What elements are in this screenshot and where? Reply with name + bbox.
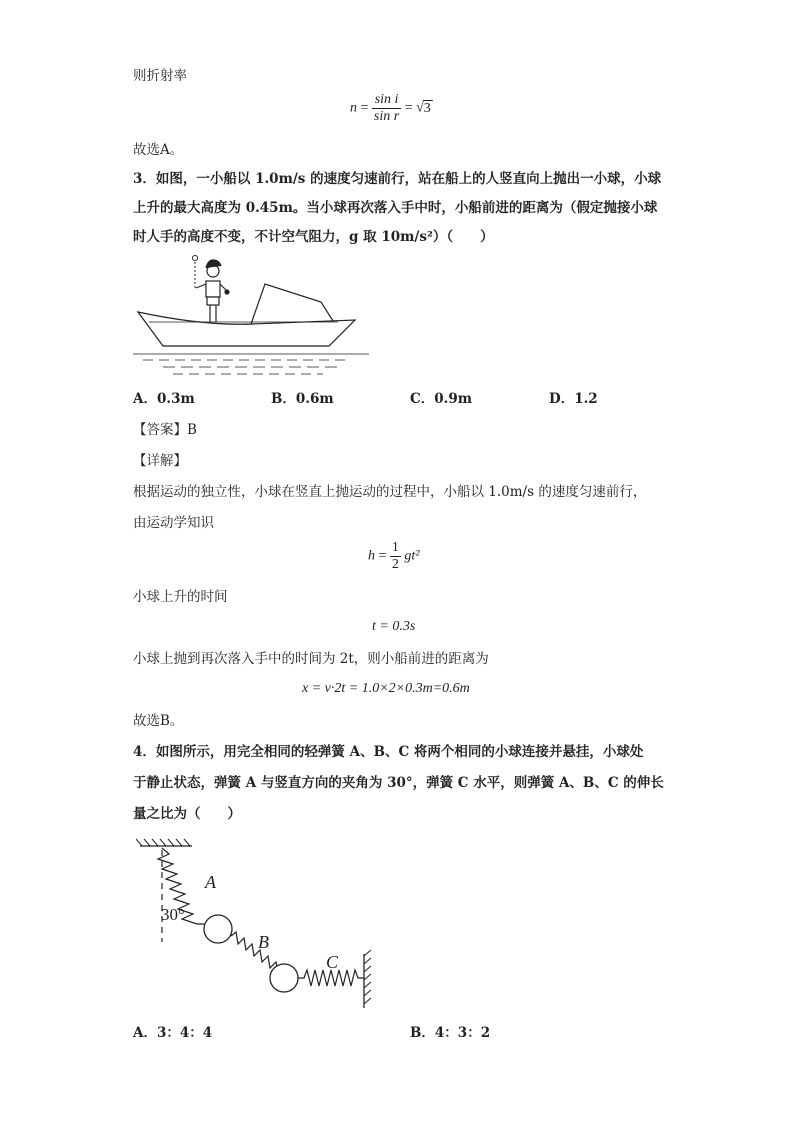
eq-equals: =	[360, 100, 369, 116]
q3-answer: 【答案】B	[133, 422, 197, 438]
eq1-numerator: 1	[391, 540, 399, 555]
q3-solution-line-4: 小球上抛到再次落入手中的时间为 2t，则小船前进的距离为	[133, 651, 489, 667]
ball-icon	[193, 256, 198, 261]
person-icon	[196, 260, 229, 322]
time-equation: t = 0.3s	[372, 619, 416, 634]
eq-fraction	[372, 92, 401, 125]
sqrt-argument: 3	[423, 100, 431, 116]
q3-option-c[interactable]: C．0.9m	[410, 391, 473, 407]
boat-figure	[133, 254, 373, 378]
spring-b	[231, 932, 278, 972]
q3-solution-line-2: 由运动学知识	[133, 515, 214, 531]
prev-intro-text: 则折射率	[133, 68, 187, 84]
q4-stem-line-3: 量之比为（ ）	[133, 806, 241, 822]
eq-lhs: n	[350, 100, 357, 116]
label-spring-b: B	[258, 932, 269, 952]
eq1-lhs: h	[368, 548, 375, 564]
wall-hatch	[364, 950, 371, 1004]
boat-cabin	[251, 284, 335, 324]
label-angle: 30°	[161, 905, 185, 924]
q4-stem-line-2: 于静止状态，弹簧 A 与竖直方向的夹角为 30°，弹簧 C 水平，则弹簧 A、B、C 的伸长	[133, 775, 664, 791]
eq1-equals: =	[378, 548, 387, 564]
q3-option-a[interactable]: A．0.3m	[133, 391, 195, 407]
q3-detail-label: 【详解】	[133, 453, 187, 469]
prev-conclusion: 故选A。	[133, 142, 184, 158]
eq1-rest: gt²	[404, 548, 420, 564]
q4-stem-line-1: 4．如图所示，用完全相同的轻弹簧 A、B、C 将两个相同的小球连接并悬挂，小球处	[133, 744, 644, 760]
distance-equation: x = v·2t = 1.0×2×0.3m=0.6m	[302, 681, 470, 696]
spring-c	[298, 970, 364, 986]
q3-stem-line-3: 时人手的高度不变，不计空气阻力，g 取 10m/s²）（ ）	[133, 229, 494, 245]
eq-denominator: sin r	[373, 109, 400, 124]
q3-stem-line-1: 3．如图，一小船以 1.0m/s 的速度匀速前行，站在船上的人竖直向上抛出一小球，小球	[133, 171, 662, 187]
eq1-denominator: 2	[391, 557, 399, 572]
q3-conclusion: 故选B。	[133, 713, 184, 729]
ceiling-hatch	[136, 839, 190, 846]
q3-stem-line-2: 上升的最大高度为 0.45m。当小球再次落入手中时，小船前进的距离为（假定抛接小球	[133, 200, 658, 216]
eq-numerator: sin i	[372, 92, 401, 109]
sqrt-sign: √	[416, 100, 424, 116]
label-spring-c: C	[326, 952, 339, 972]
eq-equals-2: =	[404, 100, 413, 116]
q3-option-b[interactable]: B．0.6m	[271, 391, 334, 407]
eq1-fraction	[390, 540, 401, 573]
ball-1	[204, 915, 232, 943]
q3-solution-line-3: 小球上升的时间	[133, 589, 228, 605]
kinematics-equation	[368, 540, 420, 573]
q4-option-b[interactable]: B．4：3：2	[410, 1025, 491, 1041]
q4-option-a[interactable]: A．3：4：4	[133, 1025, 213, 1041]
q3-option-d[interactable]: D．1.2	[549, 391, 598, 407]
refraction-equation	[350, 92, 433, 125]
label-spring-a: A	[205, 872, 216, 892]
ball-2	[270, 964, 298, 992]
q3-solution-line-1: 根据运动的独立性，小球在竖直上抛运动的过程中，小船以 1.0m/s 的速度匀速前行，	[133, 484, 647, 500]
springs-figure	[136, 836, 386, 1016]
